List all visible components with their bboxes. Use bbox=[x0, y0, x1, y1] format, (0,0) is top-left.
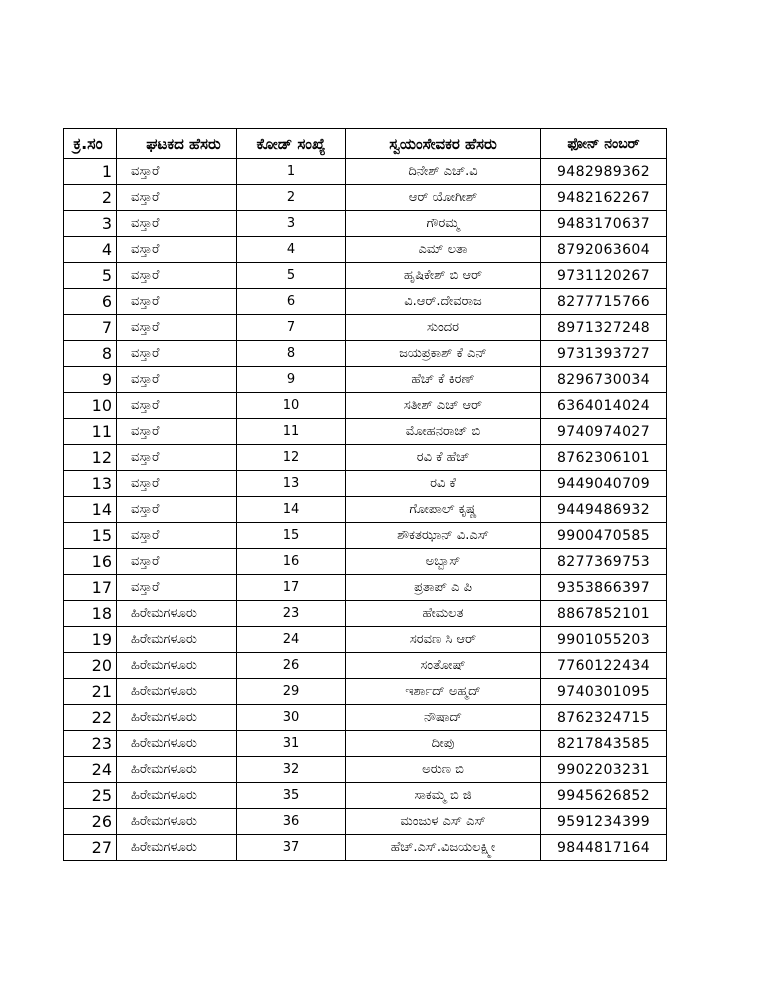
cell-unit-name: ವಸ್ತಾರೆ bbox=[117, 211, 237, 237]
cell-volunteer-name: ಮಂಜುಳ ಎಸ್ ಎಸ್ bbox=[346, 809, 541, 835]
cell-unit-name: ಹಿರೇಮಗಳೂರು bbox=[117, 757, 237, 783]
cell-phone-number: 8792063604 bbox=[541, 237, 667, 263]
cell-volunteer-name: ಎಮ್ ಲತಾ bbox=[346, 237, 541, 263]
cell-code-number: 24 bbox=[237, 627, 346, 653]
cell-code-number: 7 bbox=[237, 315, 346, 341]
cell-volunteer-name: ಹೃಷಿಕೇಶ್ ಬಿ ಆರ್ bbox=[346, 263, 541, 289]
cell-volunteer-name: ಗೌರಮ್ಮ bbox=[346, 211, 541, 237]
cell-unit-name: ಹಿರೇಮಗಳೂರು bbox=[117, 835, 237, 861]
header-serial-number: ಕ್ರ.ಸಂ bbox=[64, 129, 117, 159]
cell-phone-number: 8277715766 bbox=[541, 289, 667, 315]
cell-unit-name: ವಸ್ತಾರೆ bbox=[117, 367, 237, 393]
table-row bbox=[64, 549, 667, 575]
cell-volunteer-name: ಜಯಪ್ರಕಾಶ್ ಕೆ ಎನ್ bbox=[346, 341, 541, 367]
table-row bbox=[64, 679, 667, 705]
cell-serial-number: 4 bbox=[64, 237, 117, 263]
cell-unit-name: ವಸ್ತಾರೆ bbox=[117, 445, 237, 471]
cell-serial-number: 27 bbox=[64, 835, 117, 861]
header-code-number: ಕೋಡ್ ಸಂಖ್ಯೆ bbox=[237, 129, 346, 159]
cell-volunteer-name: ಸಂತೋಷ್ bbox=[346, 653, 541, 679]
cell-phone-number: 9482989362 bbox=[541, 159, 667, 185]
cell-serial-number: 10 bbox=[64, 393, 117, 419]
cell-code-number: 29 bbox=[237, 679, 346, 705]
table-row bbox=[64, 367, 667, 393]
table-header-row bbox=[64, 129, 667, 159]
cell-phone-number: 9591234399 bbox=[541, 809, 667, 835]
cell-unit-name: ವಸ್ತಾರೆ bbox=[117, 185, 237, 211]
cell-unit-name: ವಸ್ತಾರೆ bbox=[117, 315, 237, 341]
cell-code-number: 37 bbox=[237, 835, 346, 861]
cell-volunteer-name: ಗೋಪಾಲ್ ಕೃಷ್ಣ bbox=[346, 497, 541, 523]
cell-phone-number: 7760122434 bbox=[541, 653, 667, 679]
cell-phone-number: 9844817164 bbox=[541, 835, 667, 861]
cell-code-number: 11 bbox=[237, 419, 346, 445]
cell-volunteer-name: ಸರವಣ ಸಿ ಆರ್ bbox=[346, 627, 541, 653]
cell-volunteer-name: ವಿ.ಆರ್.ದೇವರಾಜ bbox=[346, 289, 541, 315]
cell-code-number: 10 bbox=[237, 393, 346, 419]
cell-code-number: 1 bbox=[237, 159, 346, 185]
cell-volunteer-name: ಅರುಣ ಬಿ bbox=[346, 757, 541, 783]
cell-phone-number: 9482162267 bbox=[541, 185, 667, 211]
table-row bbox=[64, 705, 667, 731]
header-volunteer-name: ಸ್ವಯಂಸೇವಕರ ಹೆಸರು bbox=[346, 129, 541, 159]
cell-unit-name: ವಸ್ತಾರೆ bbox=[117, 523, 237, 549]
cell-code-number: 14 bbox=[237, 497, 346, 523]
table-row bbox=[64, 835, 667, 861]
cell-unit-name: ವಸ್ತಾರೆ bbox=[117, 575, 237, 601]
cell-phone-number: 9353866397 bbox=[541, 575, 667, 601]
cell-volunteer-name: ಮೋಹನರಾಜ್ ಬಿ bbox=[346, 419, 541, 445]
cell-code-number: 5 bbox=[237, 263, 346, 289]
cell-volunteer-name: ಸತೀಶ್ ಎಚ್ ಆರ್ bbox=[346, 393, 541, 419]
cell-phone-number: 8867852101 bbox=[541, 601, 667, 627]
table-row bbox=[64, 497, 667, 523]
cell-code-number: 8 bbox=[237, 341, 346, 367]
cell-unit-name: ವಸ್ತಾರೆ bbox=[117, 263, 237, 289]
cell-serial-number: 25 bbox=[64, 783, 117, 809]
cell-serial-number: 6 bbox=[64, 289, 117, 315]
cell-unit-name: ವಸ್ತಾರೆ bbox=[117, 419, 237, 445]
cell-phone-number: 9731120267 bbox=[541, 263, 667, 289]
cell-code-number: 30 bbox=[237, 705, 346, 731]
cell-code-number: 4 bbox=[237, 237, 346, 263]
cell-serial-number: 8 bbox=[64, 341, 117, 367]
header-unit-name: ಘಟಕದ ಹೆಸರು bbox=[117, 129, 237, 159]
cell-serial-number: 15 bbox=[64, 523, 117, 549]
cell-serial-number: 14 bbox=[64, 497, 117, 523]
cell-volunteer-name: ರವಿ ಕೆ bbox=[346, 471, 541, 497]
cell-volunteer-name: ಶೌಕತಝಾನ್ ವಿ.ಎಸ್ bbox=[346, 523, 541, 549]
cell-code-number: 26 bbox=[237, 653, 346, 679]
cell-serial-number: 22 bbox=[64, 705, 117, 731]
cell-code-number: 16 bbox=[237, 549, 346, 575]
cell-volunteer-name: ಹೆಚ್.ಎಸ್.ವಿಜಯಲಕ್ಷ್ಮೀ bbox=[346, 835, 541, 861]
cell-phone-number: 8971327248 bbox=[541, 315, 667, 341]
cell-code-number: 23 bbox=[237, 601, 346, 627]
table-row bbox=[64, 757, 667, 783]
cell-code-number: 6 bbox=[237, 289, 346, 315]
cell-code-number: 9 bbox=[237, 367, 346, 393]
cell-phone-number: 6364014024 bbox=[541, 393, 667, 419]
table-row bbox=[64, 419, 667, 445]
cell-code-number: 2 bbox=[237, 185, 346, 211]
cell-code-number: 15 bbox=[237, 523, 346, 549]
cell-serial-number: 7 bbox=[64, 315, 117, 341]
cell-volunteer-name: ಅಬ್ಬಾಸ್ bbox=[346, 549, 541, 575]
cell-unit-name: ವಸ್ತಾರೆ bbox=[117, 549, 237, 575]
cell-serial-number: 12 bbox=[64, 445, 117, 471]
table-row bbox=[64, 185, 667, 211]
table-row bbox=[64, 289, 667, 315]
cell-serial-number: 16 bbox=[64, 549, 117, 575]
cell-phone-number: 9449486932 bbox=[541, 497, 667, 523]
cell-phone-number: 8762324715 bbox=[541, 705, 667, 731]
cell-unit-name: ವಸ್ತಾರೆ bbox=[117, 289, 237, 315]
cell-serial-number: 18 bbox=[64, 601, 117, 627]
volunteer-table bbox=[63, 128, 667, 861]
cell-unit-name: ವಸ್ತಾರೆ bbox=[117, 341, 237, 367]
header-phone-number: ಫೋನ್ ನಂಬರ್ bbox=[541, 129, 667, 159]
cell-phone-number: 9902203231 bbox=[541, 757, 667, 783]
cell-unit-name: ವಸ್ತಾರೆ bbox=[117, 237, 237, 263]
cell-volunteer-name: ಪ್ರತಾಪ್ ಎ ಪಿ bbox=[346, 575, 541, 601]
cell-unit-name: ಹಿರೇಮಗಳೂರು bbox=[117, 627, 237, 653]
cell-phone-number: 9449040709 bbox=[541, 471, 667, 497]
cell-serial-number: 20 bbox=[64, 653, 117, 679]
cell-phone-number: 8296730034 bbox=[541, 367, 667, 393]
cell-phone-number: 9740974027 bbox=[541, 419, 667, 445]
cell-unit-name: ಹಿರೇಮಗಳೂರು bbox=[117, 653, 237, 679]
cell-volunteer-name: ದೀಪು bbox=[346, 731, 541, 757]
cell-volunteer-name: ಹೆಚ್ ಕೆ ಕಿರಣ್ bbox=[346, 367, 541, 393]
table-row bbox=[64, 809, 667, 835]
table-row bbox=[64, 445, 667, 471]
cell-serial-number: 1 bbox=[64, 159, 117, 185]
table-row bbox=[64, 783, 667, 809]
cell-phone-number: 9945626852 bbox=[541, 783, 667, 809]
cell-phone-number: 9900470585 bbox=[541, 523, 667, 549]
cell-serial-number: 2 bbox=[64, 185, 117, 211]
cell-volunteer-name: ನೌಷಾದ್ bbox=[346, 705, 541, 731]
cell-phone-number: 8217843585 bbox=[541, 731, 667, 757]
cell-serial-number: 3 bbox=[64, 211, 117, 237]
table-row bbox=[64, 393, 667, 419]
table-row bbox=[64, 237, 667, 263]
table-row bbox=[64, 731, 667, 757]
cell-volunteer-name: ದಿನೇಶ್ ಎಚ್.ವಿ bbox=[346, 159, 541, 185]
cell-phone-number: 8277369753 bbox=[541, 549, 667, 575]
cell-unit-name: ಹಿರೇಮಗಳೂರು bbox=[117, 705, 237, 731]
table-row bbox=[64, 471, 667, 497]
cell-serial-number: 26 bbox=[64, 809, 117, 835]
cell-serial-number: 5 bbox=[64, 263, 117, 289]
table-row bbox=[64, 315, 667, 341]
cell-volunteer-name: ಸುಂದರ bbox=[346, 315, 541, 341]
cell-code-number: 3 bbox=[237, 211, 346, 237]
cell-phone-number: 9740301095 bbox=[541, 679, 667, 705]
cell-unit-name: ವಸ್ತಾರೆ bbox=[117, 471, 237, 497]
cell-unit-name: ಹಿರೇಮಗಳೂರು bbox=[117, 809, 237, 835]
table-row bbox=[64, 341, 667, 367]
cell-phone-number: 9731393727 bbox=[541, 341, 667, 367]
cell-code-number: 13 bbox=[237, 471, 346, 497]
cell-serial-number: 13 bbox=[64, 471, 117, 497]
table-row bbox=[64, 263, 667, 289]
cell-code-number: 12 bbox=[237, 445, 346, 471]
cell-unit-name: ಹಿರೇಮಗಳೂರು bbox=[117, 679, 237, 705]
cell-unit-name: ವಸ್ತಾರೆ bbox=[117, 497, 237, 523]
cell-serial-number: 21 bbox=[64, 679, 117, 705]
table-row bbox=[64, 575, 667, 601]
table-row bbox=[64, 653, 667, 679]
cell-code-number: 35 bbox=[237, 783, 346, 809]
cell-unit-name: ಹಿರೇಮಗಳೂರು bbox=[117, 783, 237, 809]
cell-volunteer-name: ಹೇಮಲತ bbox=[346, 601, 541, 627]
cell-code-number: 17 bbox=[237, 575, 346, 601]
cell-serial-number: 17 bbox=[64, 575, 117, 601]
cell-unit-name: ವಸ್ತಾರೆ bbox=[117, 159, 237, 185]
cell-code-number: 31 bbox=[237, 731, 346, 757]
table-row bbox=[64, 601, 667, 627]
cell-serial-number: 11 bbox=[64, 419, 117, 445]
table-row bbox=[64, 211, 667, 237]
cell-code-number: 32 bbox=[237, 757, 346, 783]
cell-volunteer-name: ರವಿ ಕೆ ಹೆಚ್ bbox=[346, 445, 541, 471]
cell-unit-name: ಹಿರೇಮಗಳೂರು bbox=[117, 601, 237, 627]
cell-volunteer-name: ಇರ್ಶಾದ್ ಅಹ್ಮದ್ bbox=[346, 679, 541, 705]
cell-phone-number: 9901055203 bbox=[541, 627, 667, 653]
table-row bbox=[64, 523, 667, 549]
cell-serial-number: 19 bbox=[64, 627, 117, 653]
table-body bbox=[64, 159, 667, 861]
cell-phone-number: 9483170637 bbox=[541, 211, 667, 237]
cell-volunteer-name: ಸಾಕಮ್ಮ ಬಿ ಜಿ bbox=[346, 783, 541, 809]
cell-volunteer-name: ಆರ್ ಯೋಗೀಶ್ bbox=[346, 185, 541, 211]
cell-serial-number: 9 bbox=[64, 367, 117, 393]
cell-serial-number: 24 bbox=[64, 757, 117, 783]
cell-phone-number: 8762306101 bbox=[541, 445, 667, 471]
cell-unit-name: ವಸ್ತಾರೆ bbox=[117, 393, 237, 419]
cell-code-number: 36 bbox=[237, 809, 346, 835]
cell-serial-number: 23 bbox=[64, 731, 117, 757]
table-row bbox=[64, 159, 667, 185]
table-row bbox=[64, 627, 667, 653]
cell-unit-name: ಹಿರೇಮಗಳೂರು bbox=[117, 731, 237, 757]
